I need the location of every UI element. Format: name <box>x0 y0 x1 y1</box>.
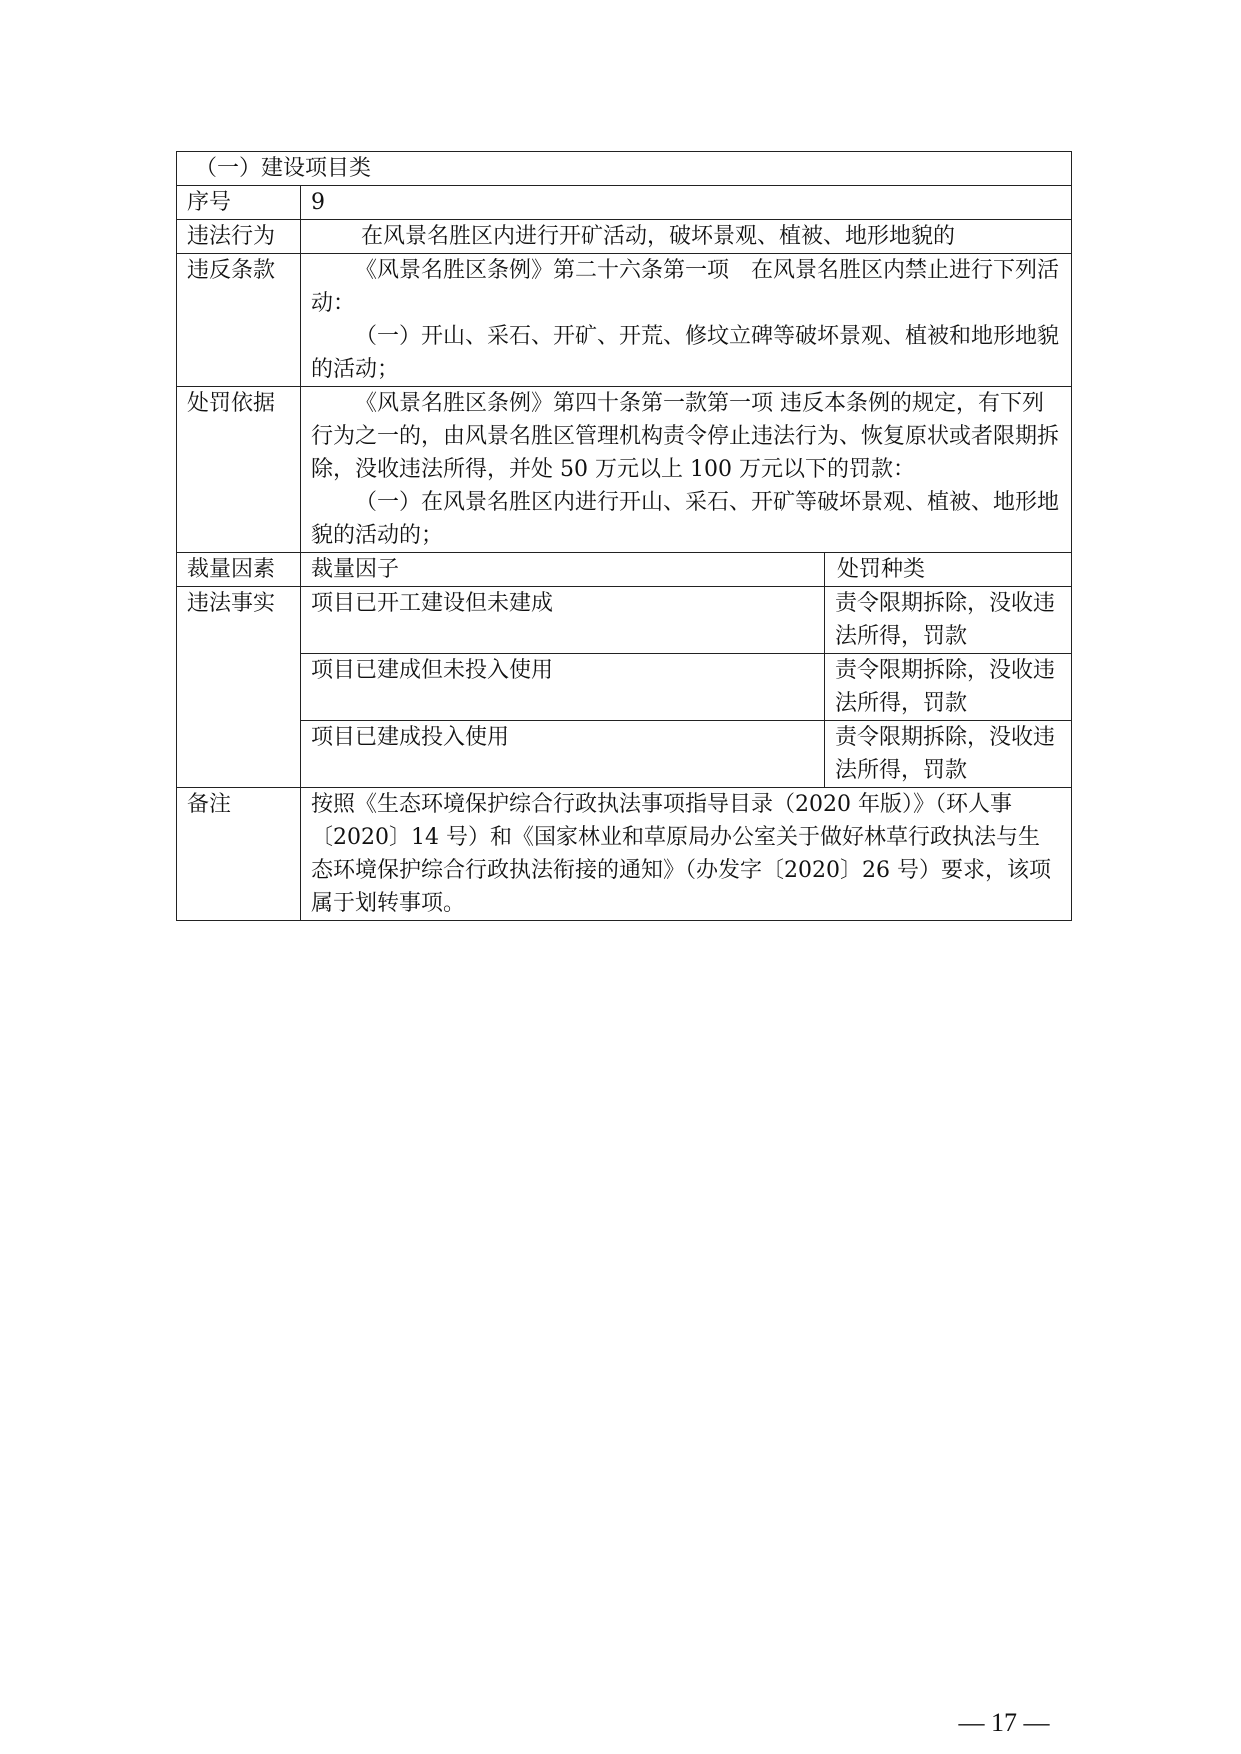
enforcement-table <box>176 151 1072 921</box>
section-title-row <box>177 152 1072 186</box>
discretion-factor: 项目已开工建设但未建成 <box>301 587 825 654</box>
remarks-label: 备注 <box>177 788 301 921</box>
discretion-row <box>177 587 1072 654</box>
factor-header: 裁量因子 <box>301 553 825 587</box>
fact-label: 违法事实 <box>177 587 301 788</box>
violated-clause-paragraph: 《风景名胜区条例》第二十六条第一项 在风景名胜区内禁止进行下列活动： <box>311 258 1060 316</box>
discretion-row <box>177 721 1072 788</box>
violation-value: 在风景名胜区内进行开矿活动，破坏景观、植被、地形地貌的 <box>301 220 1072 254</box>
section-title: （一）建设项目类 <box>177 152 1072 186</box>
violation-label: 违法行为 <box>177 220 301 254</box>
remarks-value: 按照《生态环境保护综合行政执法事项指导目录（2020 年版）》（环人事〔2020〕14 号）和《国家林业和草原局办公室关于做好林草行政执法与生态环境保护综合行政执法衔接的通知》（办发字〔2020〕26 号）要求，该项属于划转事项。 <box>301 788 1072 921</box>
discretion-penalty: 责令限期拆除，没收违法所得，罚款 <box>825 587 1072 654</box>
discretion-label: 裁量因素 <box>177 553 301 587</box>
serial-value: 9 <box>301 186 1072 220</box>
penalty-basis-paragraph: （一）在风景名胜区内进行开山、采石、开矿等破坏景观、植被、地形地貌的活动的； <box>311 490 1060 548</box>
page-number: — 17 — <box>958 1708 1050 1737</box>
violated-clause-paragraph: （一）开山、采石、开矿、开荒、修坟立碑等破坏景观、植被和地形地貌的活动； <box>311 324 1060 382</box>
penalty-basis-paragraph: 《风景名胜区条例》第四十条第一款第一项 违反本条例的规定，有下列行为之一的，由风景名胜区管理机构责令停止违法行为、恢复原状或者限期拆除，没收违法所得，并处 50 万元以上 100 万元以下的罚款： <box>311 391 1060 482</box>
penalty-basis-row <box>177 387 1072 553</box>
discretion-penalty: 责令限期拆除，没收违法所得，罚款 <box>825 654 1072 721</box>
violation-row <box>177 220 1072 254</box>
discretion-factor: 项目已建成投入使用 <box>301 721 825 788</box>
penalty-basis-label: 处罚依据 <box>177 387 301 553</box>
discretion-factor: 项目已建成但未投入使用 <box>301 654 825 721</box>
remarks-row <box>177 788 1072 921</box>
discretion-header-row <box>177 553 1072 587</box>
penalty-header: 处罚种类 <box>825 553 1072 587</box>
violated-clause-content <box>301 254 1072 387</box>
violated-clause-row <box>177 254 1072 387</box>
penalty-basis-content <box>301 387 1072 553</box>
discretion-row <box>177 654 1072 721</box>
serial-label: 序号 <box>177 186 301 220</box>
violated-clause-label: 违反条款 <box>177 254 301 387</box>
discretion-penalty: 责令限期拆除，没收违法所得，罚款 <box>825 721 1072 788</box>
serial-row <box>177 186 1072 220</box>
